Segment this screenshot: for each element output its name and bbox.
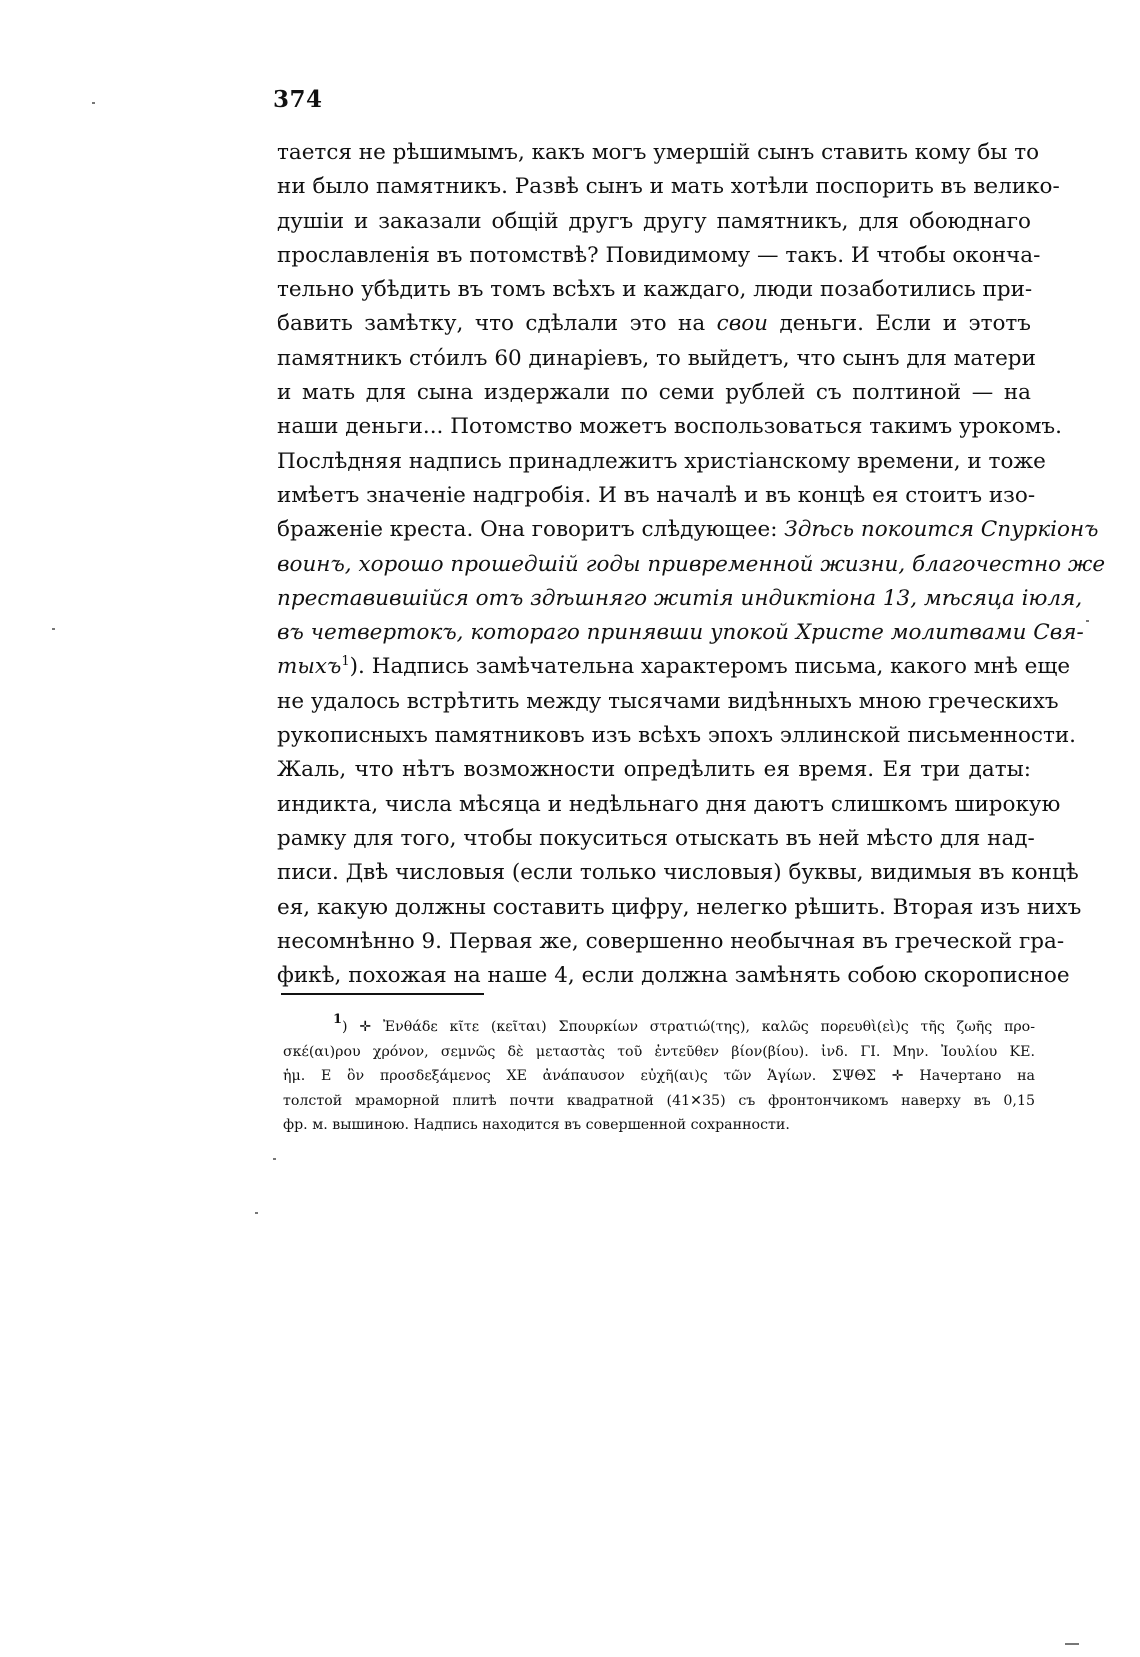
text-line (277, 170, 1060, 204)
text-segment: ). Надпись замѣчательна характеромъ письма, какого мнѣ еще (349, 654, 1071, 680)
footnote-text: толстой мраморной плитѣ почти квадратной (41✕35) съ фронтончикомъ наверху въ 0,15 (283, 1092, 1035, 1109)
text-segment: ни было памятникъ. Развѣ сынъ и мать хотѣли поспорить въ велико- (277, 174, 1060, 200)
text-segment: прославленія въ потомствѣ? Повидимому — такъ. И чтобы оконча- (277, 242, 1041, 268)
text-line (277, 822, 1035, 856)
text-line (277, 925, 1065, 959)
text-line (277, 410, 1062, 444)
text-line (277, 719, 1076, 753)
page-number: 374 (273, 86, 323, 113)
footnote-text: σκέ(αι)ρου χρόνον, σεμνῶς δὲ μεταστὰς τοῦ ἐντεῦθεν βίον(βίου). ἰνδ. ΓΙ. Μην. Ἰουλίου ΚΕ. (283, 1043, 1035, 1060)
text-segment: фикѣ, похожая на наше 4, если должна замѣнять собою скорописное (277, 963, 1070, 989)
text-segment: рукописныхъ памятниковъ изъ всѣхъ эпохъ эллинской письменности. (277, 723, 1076, 749)
text-line (277, 891, 1082, 925)
text-segment: тается не рѣшимымъ, какъ могъ умершій сынъ ставить кому бы то (277, 140, 1040, 165)
footnote (283, 1012, 1035, 1138)
text-segment: памятникъ стóилъ 60 динаріевъ, то выйдетъ, что сынъ для матери (277, 345, 1036, 371)
text-line (277, 788, 1061, 822)
text-line (277, 307, 1031, 341)
footnote-line (283, 1064, 1035, 1089)
text-segment: Послѣдняя надпись принадлежитъ христіанскому времени, и тоже (277, 448, 1046, 474)
scan-speck (255, 1212, 258, 1214)
footnote-line (283, 1012, 1035, 1040)
text-segment: несомнѣнно 9. Первая же, совершенно необычная въ греческой гра- (277, 928, 1065, 954)
italic-text: свои (716, 311, 769, 337)
text-segment: индикта, числа мѣсяца и недѣльнаго дня даютъ слишкомъ широкую (277, 791, 1061, 817)
text-line (277, 479, 1036, 513)
text-line (277, 445, 1046, 479)
footnote-line (283, 1040, 1035, 1065)
footnote-marker: 1 (333, 1012, 343, 1027)
text-line (277, 650, 1071, 684)
text-segment: не удалось встрѣтить между тысячами видѣнныхъ мною греческихъ (277, 688, 1059, 714)
footnote-line (283, 1113, 1035, 1138)
italic-text: тыхъ (277, 654, 342, 680)
scan-speck (273, 1158, 276, 1160)
text-segment: писи. Двѣ числовыя (если только числовыя) буквы, видимыя въ концѣ (277, 860, 1079, 886)
text-segment: тельно убѣдить въ томъ всѣхъ и каждаго, люди позаботились при- (277, 277, 1033, 303)
text-line (277, 136, 1040, 170)
italic-text: преставившійся отъ здѣшняго житія индиктіона 13, мѣсяца іюля, (277, 585, 1083, 611)
footnote-text: ) ✛ Ἐνθάδε κῖτε (κεῖται) Σπουρκίων στρατιώ(της), καλῶς πορευθὶ(εὶ)ς τῆς ζωῆς προ- (342, 1019, 1035, 1035)
text-segment: браженіе креста. Она говоритъ слѣдующее: (277, 517, 785, 543)
text-segment: рамку для того, чтобы покуситься отыскать въ ней мѣсто для над- (277, 825, 1035, 851)
text-line (277, 239, 1041, 273)
text-segment: Жаль, что нѣтъ возможности опредѣлить ея время. Ея три даты: (277, 757, 1031, 783)
italic-text: воинъ, хорошо прошедшій годы привременной жизни, благочестно же (277, 551, 1106, 577)
text-segment: имѣетъ значеніе надгробія. И въ началѣ и въ концѣ ея стоитъ изо- (277, 482, 1036, 508)
text-line (277, 582, 1083, 616)
text-segment: деньги. Если и этотъ (768, 311, 1031, 337)
text-line (277, 959, 1070, 993)
text-line (277, 685, 1059, 719)
text-line (277, 342, 1036, 376)
text-line (277, 548, 1106, 582)
footnote-divider (281, 993, 484, 995)
text-segment: наши деньги... Потомство можетъ воспользоваться такимъ урокомъ. (277, 414, 1062, 440)
body-text (277, 136, 1106, 993)
text-line (277, 273, 1031, 307)
footnote-reference: 1 (341, 654, 350, 670)
text-segment: ея, какую должны составить цифру, нелегко рѣшить. Вторая изъ нихъ (277, 894, 1082, 920)
footnote-line (283, 1089, 1035, 1114)
footnote-text: фр. м. вышиною. Надпись находится въ совершенной сохранности. (283, 1117, 790, 1133)
scan-speck (1086, 620, 1089, 622)
text-line (277, 205, 1031, 239)
footnote-text: ἡμ. Ε ὃν προσδεξάμενος ΧΕ ἀνάπαυσον εὐχῆ(αι)ς τῶν Ἁγίων. ΣΨΘΣ ✛ Начертано на (283, 1068, 1035, 1084)
text-line (277, 856, 1079, 890)
text-segment: душіи и заказали общій другъ другу памятникъ, для обоюднаго (277, 208, 1031, 234)
text-segment: бавить замѣтку, что сдѣлали это на (277, 311, 717, 337)
text-segment: и мать для сына издержали по семи рублей съ полтиной — на (277, 380, 1031, 406)
text-line (277, 616, 1084, 650)
scan-speck (1065, 1643, 1079, 1645)
scan-speck (92, 102, 95, 104)
italic-text: въ четвертокъ, котораго принявши упокой Христе молитвами Свя- (277, 620, 1084, 646)
scan-speck (52, 628, 55, 630)
italic-text: Здѣсь покоится Спуркіонъ (784, 517, 1099, 543)
text-line (277, 513, 1099, 547)
text-line (277, 376, 1031, 410)
text-line (277, 753, 1031, 787)
